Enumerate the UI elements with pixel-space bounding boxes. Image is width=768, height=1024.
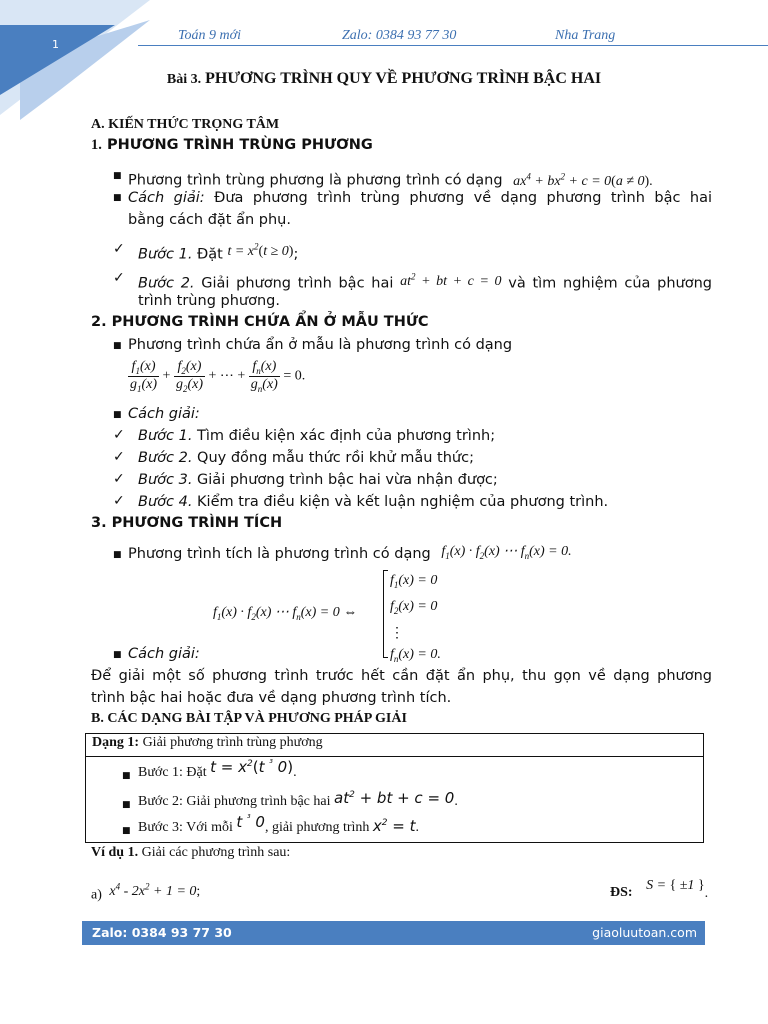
step-label: Bước 4. bbox=[138, 494, 193, 510]
check-icon: ✓ bbox=[113, 427, 125, 443]
part1-b2-line2: bằng cách đặt ẩn phụ. bbox=[128, 212, 291, 228]
bullet-icon: ■ bbox=[122, 826, 131, 836]
step-label: Bước 3. bbox=[138, 472, 193, 488]
step-text: Kiểm tra điều kiện và kết luận nghiệm của phương trình. bbox=[197, 494, 609, 510]
part2-step-2 bbox=[138, 447, 474, 469]
formula-box-substitution: $t = x^2(t$ $^{^3}$ 0) bbox=[210, 758, 294, 776]
step1-tail: ; bbox=[293, 246, 299, 263]
step1-label: Bước 1. bbox=[138, 246, 193, 263]
method-box bbox=[85, 733, 704, 843]
step-text: Giải phương trình bậc hai vừa nhận được; bbox=[197, 472, 498, 488]
part2-step-1 bbox=[138, 425, 495, 447]
method-step2: Bước 2: Giải phương trình bậc hai $at^2$ + bt + c = 0. bbox=[138, 789, 458, 809]
formula-box-quadratic: $at^2$ + bt + c = 0 bbox=[334, 789, 455, 807]
part1-heading-text: PHƯƠNG TRÌNH TRÙNG PHƯƠNG bbox=[106, 137, 373, 153]
part2-b1: Phương trình chứa ẩn ở mẫu là phương trình có dạng bbox=[128, 337, 513, 353]
check-icon: ✓ bbox=[113, 241, 125, 257]
page-title bbox=[0, 70, 768, 88]
method-box-divider bbox=[86, 756, 703, 757]
method-step1-text: Bước 1: Đặt bbox=[138, 765, 207, 780]
bullet-icon: ■ bbox=[113, 650, 122, 660]
example-1 bbox=[91, 845, 290, 861]
formula-system-bracket bbox=[383, 570, 388, 658]
method-box-title bbox=[92, 735, 323, 751]
part2-method: Cách giải: bbox=[128, 406, 200, 422]
bullet-icon: ■ bbox=[113, 410, 122, 420]
example-1-label: Ví dụ 1. bbox=[91, 845, 139, 860]
formula-box-x2-eq-t: $x^2 = t$ bbox=[372, 817, 416, 835]
header-corner-decoration bbox=[0, 0, 150, 125]
example-item-a bbox=[91, 881, 201, 904]
formula-substitution: $t = x^2(t \ge 0)$ bbox=[227, 241, 294, 259]
part1-b2-text: Đưa phương trình trùng phương về dạng phương trình bậc hai bbox=[214, 190, 712, 206]
header-right: Nha Trang bbox=[555, 28, 616, 43]
formula-example-a: $x^4 - 2x^2 + 1 = 0$; bbox=[109, 881, 201, 899]
formula-system: $f_1(x) = 0$ $f_2(x) = 0$ ⋮ $f_n(x) = 0$. bbox=[390, 573, 441, 664]
part3-method: Cách giải: bbox=[128, 646, 200, 662]
formula-quadratic-t: $at^2$ + bt + c = 0 bbox=[400, 271, 502, 289]
part1-heading-num: 1. bbox=[91, 137, 102, 153]
header-left: Toán 9 mới bbox=[178, 28, 241, 43]
step1-text: Đặt bbox=[197, 246, 223, 263]
step-label: Bước 1. bbox=[138, 428, 193, 444]
formula-answer-a: S = { ±1 } bbox=[646, 878, 705, 893]
section-a-heading: A. KIẾN THỨC TRỌNG TÂM bbox=[91, 117, 280, 132]
bullet-icon: ■ bbox=[113, 550, 122, 560]
formula-box-t-nonneg: t $^{^3}$ 0 bbox=[236, 813, 265, 831]
method-box-title-bold: Dạng 1: bbox=[92, 735, 140, 750]
check-icon: ✓ bbox=[113, 471, 125, 487]
method-box-title-text: Giải phương trình trùng phương bbox=[142, 735, 323, 750]
step2-label: Bước 2. bbox=[138, 275, 195, 292]
part2-step-4 bbox=[138, 491, 608, 513]
check-icon: ✓ bbox=[113, 493, 125, 509]
formula-product: $f_1(x) \cdot f_2(x)$ ⋯ $f_n(x) = 0$. bbox=[441, 544, 572, 561]
formula-product-equivalence: $f_1(x) \cdot f_2(x)$ ⋯ $f_n(x) = 0$ ⇔ bbox=[213, 605, 358, 622]
title-prefix: Bài 3. bbox=[166, 72, 202, 87]
method-step3-text-a: Bước 3: Với mỗi bbox=[138, 820, 233, 835]
bullet-icon: ■ bbox=[113, 171, 122, 181]
step2-tail: và tìm nghiệm của phương bbox=[508, 275, 713, 292]
item-a-label: a) bbox=[91, 887, 102, 903]
header-center: Zalo: 0384 93 77 30 bbox=[342, 28, 457, 43]
footer-bar bbox=[82, 921, 705, 945]
method-step1: Bước 1: Đặt $t = x^2(t$ $^{^3}$ 0). bbox=[138, 758, 297, 780]
footer-right: giaoluutoan.com bbox=[592, 925, 697, 940]
part3-para-line1: Để giải một số phương trình trước hết cần đặt ẩn phụ, thu gọn về dạng phương bbox=[91, 668, 712, 684]
part3-b1 bbox=[128, 543, 572, 570]
part2-heading: 2. PHƯƠNG TRÌNH CHỨA ẨN Ở MẪU THỨC bbox=[91, 314, 429, 330]
part3-heading: 3. PHƯƠNG TRÌNH TÍCH bbox=[91, 515, 283, 531]
example-a-answer: ĐS: S = { ±1 }. bbox=[610, 878, 709, 901]
formula-biquadratic: $ax^4 + bx^2 + c = 0(a \ne 0)$. bbox=[513, 171, 653, 189]
page-number: 1 bbox=[52, 38, 59, 51]
method-step3-text-b: , giải phương trình bbox=[264, 820, 370, 835]
section-b-heading: B. CÁC DẠNG BÀI TẬP VÀ PHƯƠNG PHÁP GIẢI bbox=[91, 711, 407, 726]
step-label: Bước 2. bbox=[138, 450, 193, 466]
step-text: Tìm điều kiện xác định của phương trình; bbox=[197, 428, 496, 444]
formula-fraction-equation: $\frac{f_1(x)}{g_1(x)}$ + $\frac{f_2(x)}{g_2(x)}$ + ⋯ + $\frac{f_n(x)}{g_n(x)}$ = 0. bbox=[130, 359, 306, 394]
part1-step2-line2: trình trùng phương. bbox=[138, 293, 280, 309]
footer-left: Zalo: 0384 93 77 30 bbox=[92, 925, 232, 940]
part1-b2-line1 bbox=[128, 187, 712, 209]
step-text: Quy đồng mẫu thức rồi khử mẫu thức; bbox=[197, 450, 474, 466]
step2-text: Giải phương trình bậc hai bbox=[201, 275, 394, 292]
answer-label: ĐS: bbox=[610, 885, 633, 900]
header-rule bbox=[138, 45, 768, 46]
part2-step-3 bbox=[138, 469, 498, 491]
part3-b1-text: Phương trình tích là phương trình có dạng bbox=[128, 546, 431, 562]
bullet-icon: ■ bbox=[122, 800, 131, 810]
example-1-text: Giải các phương trình sau: bbox=[141, 845, 291, 860]
bullet-icon: ■ bbox=[113, 193, 122, 203]
check-icon: ✓ bbox=[113, 270, 125, 286]
method-step3: Bước 3: Với mỗi t $^{^3}$ 0, giải phương trình $x^2 = t$. bbox=[138, 813, 420, 835]
bullet-icon: ■ bbox=[113, 341, 122, 351]
method-step2-text: Bước 2: Giải phương trình bậc hai bbox=[138, 794, 331, 809]
part1-step1 bbox=[138, 239, 298, 267]
bullet-icon: ■ bbox=[122, 771, 131, 781]
part1-b1-text: Phương trình trùng phương là phương trình có dạng bbox=[128, 172, 503, 189]
part1-heading bbox=[91, 137, 373, 154]
title-text: PHƯƠNG TRÌNH QUY VỀ PHƯƠNG TRÌNH BẬC HAI bbox=[205, 70, 602, 87]
check-icon: ✓ bbox=[113, 449, 125, 465]
part1-b2-label: Cách giải: bbox=[128, 190, 205, 206]
part3-para-line2: trình bậc hai hoặc đưa về dạng phương trình tích. bbox=[91, 690, 452, 706]
